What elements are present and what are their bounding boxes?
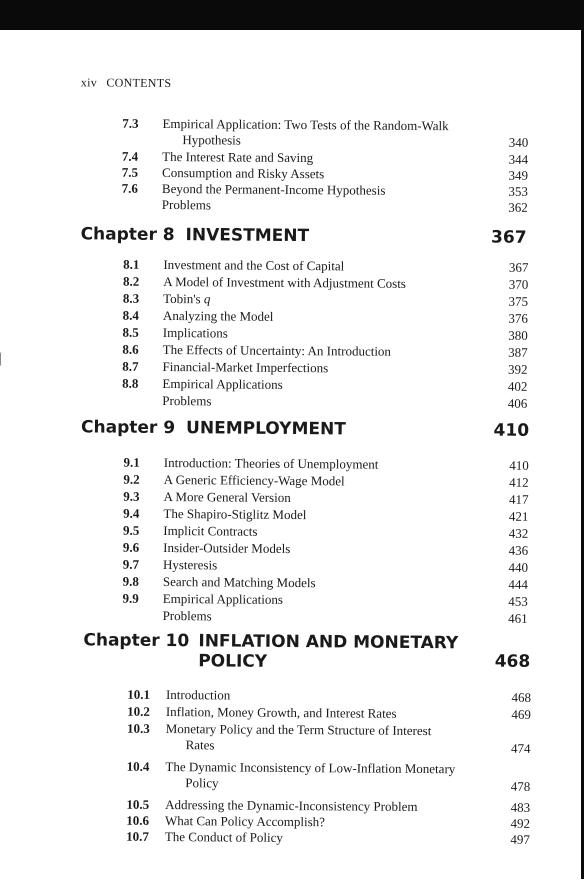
section-page-number: 436 xyxy=(508,542,529,558)
section-title-line: Inflation, Money Growth, and Interest Rates xyxy=(165,704,397,721)
section-title-line: Consumption and Risky Assets xyxy=(162,164,325,182)
toc-entry xyxy=(1,256,584,275)
section-title-continuation: Policy xyxy=(185,775,219,791)
section-page-number: 474 xyxy=(511,740,531,756)
section-number: 8.3 xyxy=(122,290,140,306)
section-number: 9.1 xyxy=(123,454,140,470)
section-page-number: 353 xyxy=(508,183,529,199)
section-title-line: Tobin's q xyxy=(163,290,211,307)
section-title xyxy=(164,455,379,473)
section-title-line: Implications xyxy=(162,324,228,341)
section-title xyxy=(162,393,211,409)
section-page-number: 392 xyxy=(507,361,528,377)
running-head-label: CONTENTS xyxy=(106,75,172,91)
section-page-number: 362 xyxy=(508,199,528,215)
section-title xyxy=(163,506,306,523)
section-number: 8.1 xyxy=(123,256,140,272)
section-number: 10.2 xyxy=(127,703,150,719)
section-title xyxy=(163,359,329,376)
toc-entry xyxy=(0,796,581,815)
section-page-number: 478 xyxy=(510,778,531,794)
section-number: 8.8 xyxy=(122,375,139,391)
section-page-number: 468 xyxy=(511,689,532,705)
running-head xyxy=(81,75,172,91)
section-title-line: Search and Matching Models xyxy=(162,573,316,591)
section-title xyxy=(163,557,217,573)
section-number: 10.3 xyxy=(126,720,150,736)
section-title-line: A Model of Investment with Adjustment Costs xyxy=(163,273,406,291)
section-title xyxy=(163,574,316,591)
toc-entry xyxy=(0,505,583,524)
section-number: 10.4 xyxy=(126,758,150,774)
section-number: 9.9 xyxy=(122,590,139,606)
chapter-heading xyxy=(0,417,584,441)
section-title-line: The Dynamic Inconsistency of Low-Inflation Monetary xyxy=(165,759,456,777)
section-page-number: 421 xyxy=(508,508,529,524)
section-title-line: Beyond the Permanent-Income Hypothesis xyxy=(161,180,386,198)
section-page-number: 469 xyxy=(511,706,531,722)
section-number: 9.8 xyxy=(122,573,139,589)
chapter-label: Chapter 8 xyxy=(80,224,175,246)
section-title-line: The Shapiro-Stiglitz Model xyxy=(163,505,307,523)
chapter-page-number: 468 xyxy=(494,651,531,672)
section-page-number: 492 xyxy=(510,815,531,831)
section-title-line: Implicit Contracts xyxy=(163,522,258,539)
section-title xyxy=(166,687,230,704)
toc-entry xyxy=(0,686,582,705)
section-title xyxy=(166,721,432,755)
section-title xyxy=(162,149,313,166)
section-page-number: 387 xyxy=(508,344,528,360)
section-title-line: Insider-Outsider Models xyxy=(163,539,291,556)
section-number: 9.4 xyxy=(123,505,140,521)
section-page-number: 344 xyxy=(508,151,529,167)
section-title-line: Problems xyxy=(161,196,212,213)
section-page-number: 444 xyxy=(508,576,528,592)
chapter-label: Chapter 9 xyxy=(81,417,176,439)
section-number: 7.5 xyxy=(121,164,139,180)
chapter-title-line: INFLATION AND MONETARY xyxy=(198,631,459,654)
section-title-line: Investment and the Cost of Capital xyxy=(163,256,345,274)
section-number: 10.6 xyxy=(126,812,150,828)
section-number: 7.6 xyxy=(121,180,139,196)
section-number: 8.5 xyxy=(122,324,139,340)
chapter-title-continuation: POLICY xyxy=(198,651,268,672)
section-number: 9.3 xyxy=(123,488,140,504)
section-title xyxy=(163,257,344,274)
toc-entry xyxy=(0,539,583,558)
section-title xyxy=(163,523,257,540)
section-number: 9.2 xyxy=(123,471,140,487)
section-title xyxy=(165,797,417,815)
chapter-page-number: 367 xyxy=(491,227,527,248)
chapter-heading xyxy=(2,224,584,248)
toc-entry xyxy=(1,341,584,360)
section-title-line: What Can Policy Accomplish? xyxy=(164,813,326,830)
section-page-number: 483 xyxy=(510,799,531,815)
section-page-number: 497 xyxy=(510,831,530,847)
section-title-line: A Generic Efficiency-Wage Model xyxy=(163,471,345,489)
section-page-number: 410 xyxy=(509,457,529,473)
section-page-number: 417 xyxy=(508,491,529,507)
section-number: 7.4 xyxy=(121,148,139,164)
chapter-page-number: 410 xyxy=(493,420,530,441)
section-title xyxy=(165,813,325,830)
section-number: 8.6 xyxy=(122,341,139,357)
section-title-line: The Interest Rate and Saving xyxy=(162,148,314,166)
toc-entry xyxy=(3,115,584,150)
toc-entry xyxy=(0,703,582,722)
section-title xyxy=(162,165,324,182)
section-title-line: Problems xyxy=(162,607,212,624)
toc-entry-problems xyxy=(0,607,583,626)
section-number: 8.2 xyxy=(122,273,140,289)
section-title-line: Hysteresis xyxy=(162,556,218,573)
section-title xyxy=(162,197,211,213)
section-title xyxy=(163,489,290,506)
toc-entry xyxy=(1,307,584,326)
section-page-number: 376 xyxy=(508,310,529,326)
chapter-title xyxy=(186,225,310,246)
section-title xyxy=(163,308,274,325)
section-title xyxy=(163,325,228,342)
section-title-continuation: Rates xyxy=(185,737,215,753)
section-title xyxy=(165,829,283,846)
chapter-title xyxy=(186,418,346,439)
section-title-line: Introduction xyxy=(165,687,231,703)
section-title xyxy=(163,608,212,624)
section-page-number: 432 xyxy=(508,525,529,541)
section-title xyxy=(162,181,386,199)
section-title-continuation: Hypothesis xyxy=(182,132,241,148)
section-number: 9.5 xyxy=(122,522,140,538)
section-page-number: 370 xyxy=(508,276,529,292)
section-title-line: Problems xyxy=(162,392,212,409)
section-title-line: Introduction: Theories of Unemployment xyxy=(163,454,379,472)
section-title xyxy=(166,704,397,722)
section-title-line: The Conduct of Policy xyxy=(164,829,284,845)
section-page-number: 412 xyxy=(509,474,529,490)
section-title xyxy=(163,342,391,360)
section-page-number: 406 xyxy=(507,395,528,411)
section-title-line: Empirical Applications xyxy=(162,375,283,392)
chapter-title-line: UNEMPLOYMENT xyxy=(186,418,346,440)
section-number: 8.4 xyxy=(122,307,140,323)
section-page-number: 380 xyxy=(508,327,528,343)
section-title xyxy=(163,540,290,557)
section-title xyxy=(163,274,406,292)
section-page-number: 367 xyxy=(508,259,529,275)
section-page-number: 340 xyxy=(508,134,529,150)
section-title-line: Addressing the Dynamic-Inconsistency Problem xyxy=(165,797,418,814)
section-title-line: Analyzing the Model xyxy=(162,307,274,324)
section-title-line: A More General Version xyxy=(163,488,291,505)
section-page-number: 453 xyxy=(508,593,528,609)
section-number: 10.1 xyxy=(127,686,151,702)
section-number: 8.7 xyxy=(122,358,139,374)
toc-entry xyxy=(1,324,584,343)
section-title-line: The Effects of Uncertainty: An Introduction xyxy=(162,341,392,359)
section-number: 10.7 xyxy=(126,828,149,844)
section-number: 9.7 xyxy=(122,556,140,572)
section-title xyxy=(162,116,448,150)
section-page-number: 402 xyxy=(507,378,528,394)
chapter-title xyxy=(198,631,458,673)
section-title xyxy=(163,291,210,307)
toc-entry xyxy=(0,556,583,575)
section-title xyxy=(162,376,282,393)
section-title-line: Empirical Applications xyxy=(162,590,284,607)
section-number: 7.3 xyxy=(122,115,139,131)
chapter-label: Chapter 10 xyxy=(83,630,190,652)
section-number: 9.6 xyxy=(122,539,140,555)
chapter-title-line: INVESTMENT xyxy=(185,225,310,247)
section-title-line: Empirical Application: Two Tests of the Random-Walk xyxy=(162,115,449,134)
section-page-number: 461 xyxy=(508,610,528,626)
toc-entry xyxy=(0,758,581,794)
section-title-line: Monetary Policy and the Term Structure of Interest xyxy=(165,721,432,739)
section-title-line: Financial-Market Imperfections xyxy=(162,358,329,376)
toc-entry xyxy=(0,573,583,592)
section-page-number: 375 xyxy=(508,293,529,309)
section-title xyxy=(165,759,455,793)
section-page-number: 440 xyxy=(508,559,529,575)
section-title xyxy=(163,591,283,608)
chapter-heading xyxy=(0,630,582,672)
toc-entry xyxy=(0,454,584,473)
section-page-number: 349 xyxy=(508,167,529,183)
section-number: 10.5 xyxy=(126,796,150,812)
section-title xyxy=(164,472,345,489)
running-head-page-number: xiv xyxy=(80,75,98,90)
